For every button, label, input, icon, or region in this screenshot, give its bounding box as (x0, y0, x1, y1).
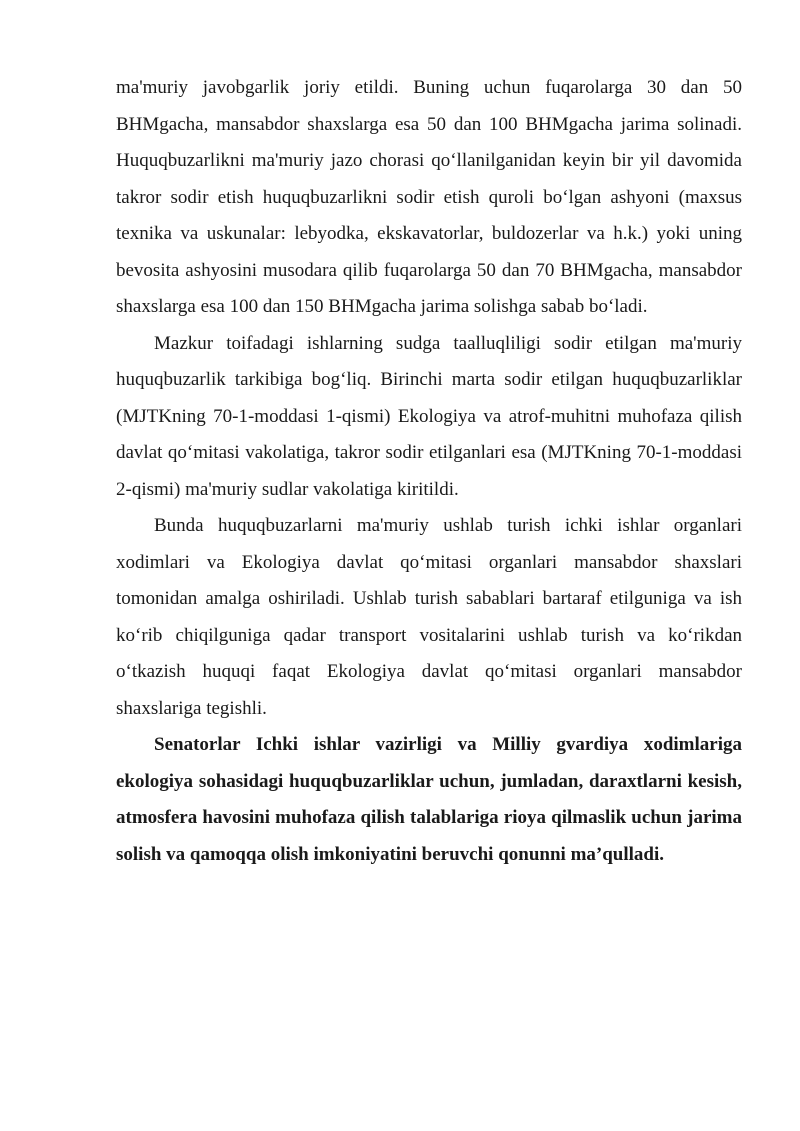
paragraph-senate-approval: Senatorlar Ichki ishlar vazirligi va Milliy gvardiya xodimlariga ekologiya sohasidagi huquqbuzarliklar uchun, jumladan, daraxtlarni kesish, atmosfera havosini muhofaza qilish talablariga rioya qilmaslik uchun jarima solish va qamoqqa olish imkoniyatini beruvchi qonunni ma’qulladi. (116, 734, 742, 865)
document-body (116, 70, 742, 873)
paragraph-detention: Bunda huquqbuzarlarni ma'muriy ushlab turish ichki ishlar organlari xodimlari va Ekologiya davlat qo‘mitasi organlari mansabdor shaxslari tomonidan amalga oshiriladi. Ushlab turish sabablari bartaraf etilguniga va ish ko‘rib chiqilguniga qadar transport vositalarini ushlab turish va ko‘rikdan o‘tkazish huquqi faqat Ekologiya davlat qo‘mitasi organlari mansabdor shaxslariga tegishli. (116, 515, 742, 719)
paragraph-continuation: ma'muriy javobgarlik joriy etildi. Buning uchun fuqarolarga 30 dan 50 BHMgacha, mansabdor shaxslarga esa 50 dan 100 BHMgacha jarima solinadi. Huquqbuzarlikni ma'muriy jazo chorasi qo‘llanilganidan keyin bir yil davomida takror sodir etish huquqbuzarlikni sodir etish quroli bo‘lgan ashyoni (maxsus texnika va uskunalar: lebyodka, ekskavatorlar, buldozerlar va h.k.) yoki uning bevosita ashyosini musodara qilib fuqarolarga 50 dan 70 BHMgacha, mansabdor shaxslarga esa 100 dan 150 BHMgacha jarima solishga sabab bo‘ladi. (116, 77, 742, 317)
paragraph-jurisdiction: Mazkur toifadagi ishlarning sudga taalluqliligi sodir etilgan ma'muriy huquqbuzarlik tarkibiga bog‘liq. Birinchi marta sodir etilgan huquqbuzarliklar (MJTKning 70-1-moddasi 1-qismi) Ekologiya va atrof-muhitni muhofaza qilish davlat qo‘mitasi vakolatiga, takror sodir etilganlari esa (MJTKning 70-1-moddasi 2-qismi) ma'muriy sudlar vakolatiga kiritildi. (116, 332, 742, 500)
